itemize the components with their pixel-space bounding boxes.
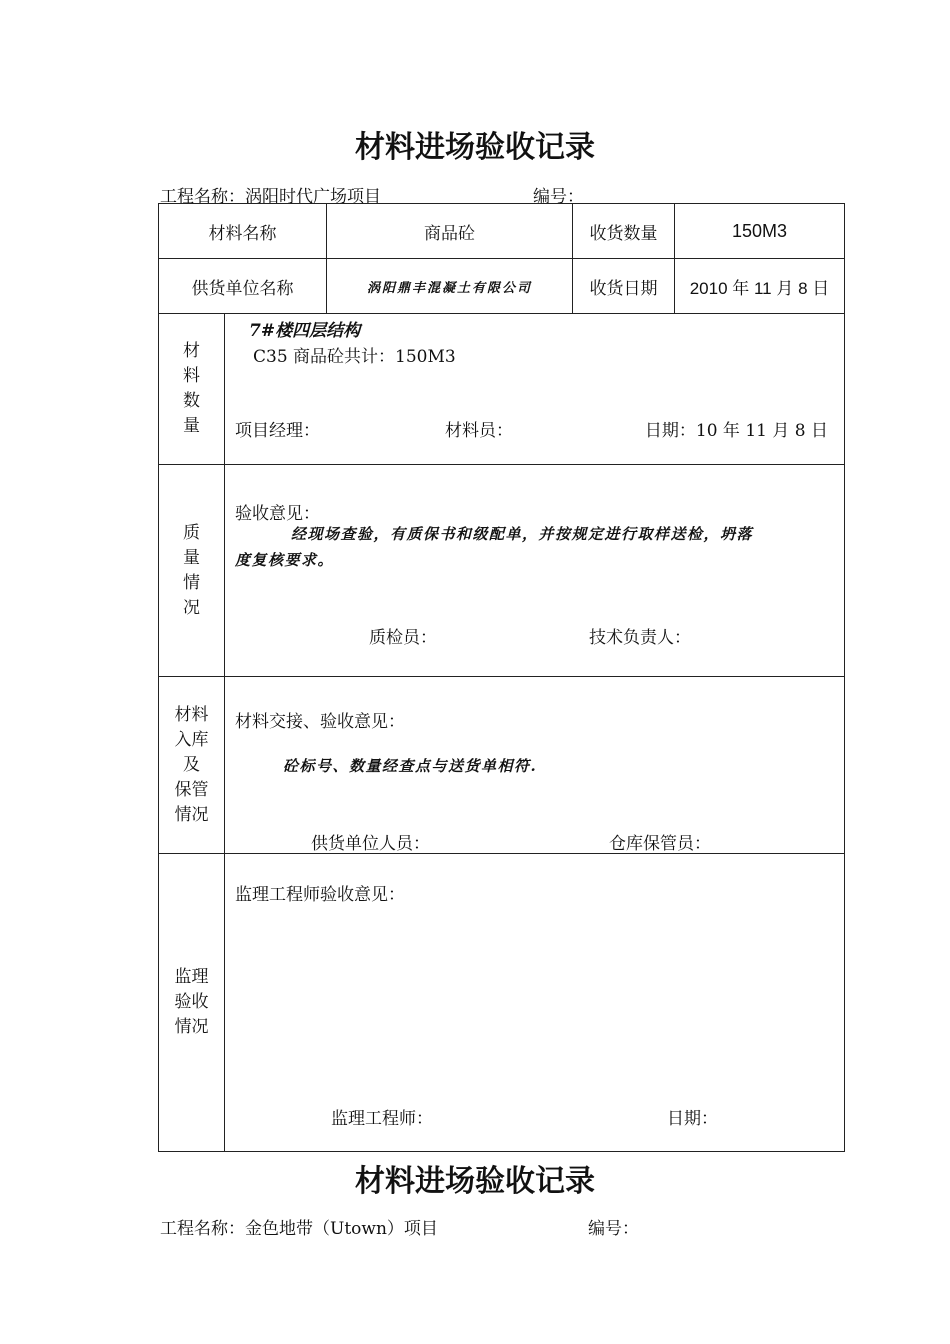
supervision-side-label: 监理 验收 情况 <box>159 854 225 1152</box>
quality-opinion-line1: 经现场查验，有质保书和级配单，并按规定进行取样送检，坍落 <box>291 525 754 543</box>
supervision-opinion-label: 监理工程师验收意见： <box>235 885 405 905</box>
qty-value: 150M3 <box>675 204 845 259</box>
acceptance-form <box>158 203 845 1152</box>
supervision-content <box>225 854 845 1152</box>
pm-label: 项目经理： <box>235 421 320 441</box>
storage-opinion-text: 砼标号、数量经查点与送货单相符. <box>283 757 538 775</box>
page2-project-name: 金色地带（Utown）项目 <box>245 1219 438 1239</box>
quantity-line1: 7#楼四层结构 <box>249 321 361 341</box>
page-title: 材料进场验收记录 <box>355 130 595 165</box>
storage-content <box>225 677 845 854</box>
page2-project-line <box>160 1214 438 1239</box>
material-name-value: 商品砼 <box>327 204 573 259</box>
date-label: 收货日期 <box>573 259 675 314</box>
tech-lead-label: 技术负责人： <box>589 628 691 648</box>
quality-opinion-line2: 度复核要求。 <box>235 551 335 569</box>
supervision-date-label: 日期： <box>667 1109 718 1129</box>
quality-opinion-label: 验收意见： <box>235 504 320 524</box>
material-name-label: 材料名称 <box>159 204 327 259</box>
serial-label: 编号： <box>533 187 584 207</box>
page2-title: 材料进场验收记录 <box>355 1164 595 1199</box>
inspector-label: 质检员： <box>369 628 437 648</box>
supplier-person-label: 供货单位人员： <box>311 834 430 854</box>
storage-side-label: 材料 入库 及 保管 情况 <box>159 677 225 854</box>
project-label: 工程名称： <box>160 187 245 207</box>
quality-content <box>225 465 845 677</box>
project-name: 涡阳时代广场项目 <box>245 187 381 207</box>
quantity-line2: C35 商品砼共计：150M3 <box>253 347 456 367</box>
supplier-value: 涡阳鼎丰混凝土有限公司 <box>327 259 573 314</box>
clerk-label: 材料员： <box>445 421 513 441</box>
page2-project-label: 工程名称： <box>160 1219 245 1239</box>
storage-opinion-label: 材料交接、验收意见： <box>235 712 405 732</box>
quality-side-label: 质 量 情 况 <box>159 465 225 677</box>
supplier-label: 供货单位名称 <box>159 259 327 314</box>
keeper-label: 仓库保管员： <box>609 834 711 854</box>
quantity-side-label: 材 料 数 量 <box>159 314 225 465</box>
supervision-engineer-label: 监理工程师： <box>331 1109 433 1129</box>
quantity-content <box>225 314 845 465</box>
page2-serial-label: 编号： <box>588 1219 639 1239</box>
date-value: 2010 年 11 月 8 日 <box>675 259 845 314</box>
quantity-date: 日期：10 年 11 月 8 日 <box>644 421 828 441</box>
qty-label: 收货数量 <box>573 204 675 259</box>
